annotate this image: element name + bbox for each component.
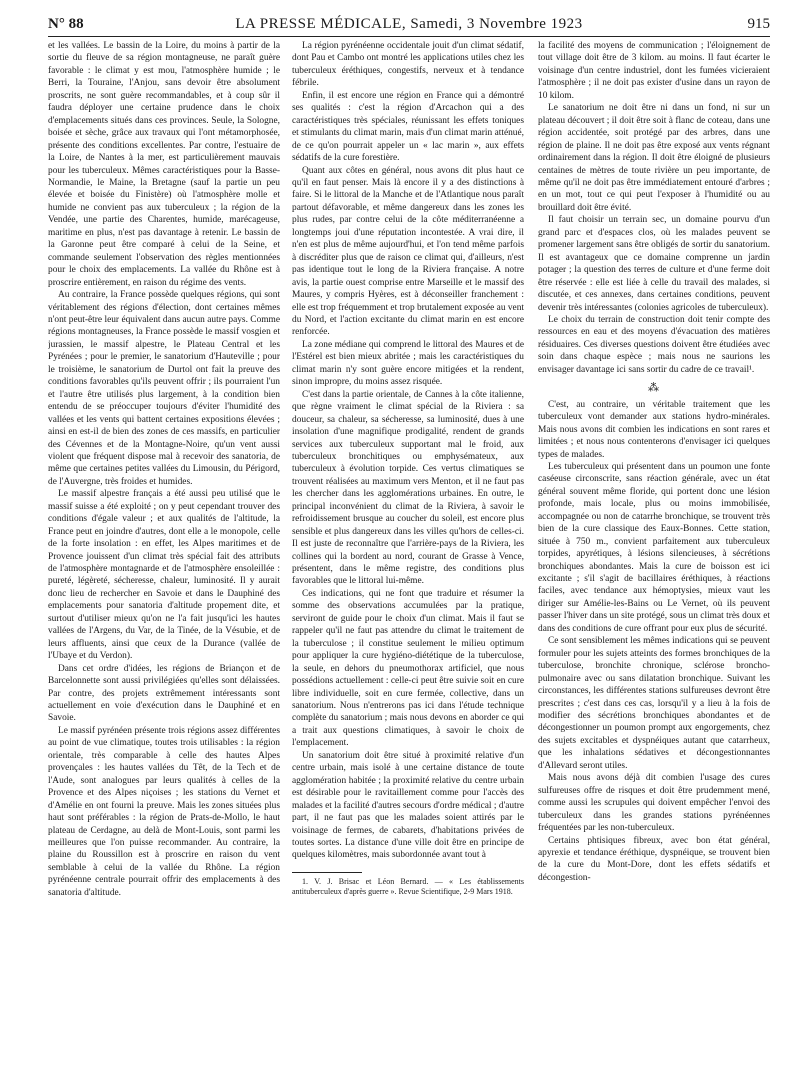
paragraph: la facilité des moyens de communication ; l'éloignement de tout village doit être de 3 kilom. au moins. Il faut écarter le voisinage d'un centre industriel, dont les fumées vicieraient l'atmosphère ; il ne doit pas exister d'usine dans un rayon de 10 kilom. [538, 41, 770, 101]
issue-number: N° 88 [48, 16, 84, 32]
paragraph: Au contraire, la France possède quelques régions, qui sont véritablement des régions d'élection, dont certaines mêmes n'ont peut-être leur équivalent dans aucun autre pays. Comme régions montagneuses, la France possède le massif vosgien et jurassien, le massif alpestre, le Plateau Central et les Pyrénées ; pour le premier, le sanatorium d'Hauteville ; pour le troisième, le sanatorium de Durtol ont fait la preuve des conditions favorables qu'ils peuvent offrir ; ils pourraient l'un et l'autre être utilisés plus largement, à la condition bien entendu de se préoccuper toujours d'éviter l'humidité des vallées et les vents qui battent certaines expositions élevées ; ainsi en est-il de bien des zones de ces massifs, en particulier des Cévennes et de la Montagne-Noire, qu'un vent aussi violent que fréquent dispose mal à recevoir des sanatoria, de même que certaines petites vallées du Limousin, du Périgord, de l'Auvergne, très froides et humides. [48, 290, 280, 487]
paragraph: Il faut choisir un terrain sec, un domaine pourvu d'un grand parc et d'espaces clos, où les malades peuvent se promener largement sans être obligés de sortir du sanatorium. Il est avantageux que ce domaine comprenne un jardin potager ; la question des terres de culture et d'une ferme doit être réservée : elle est liée à celle du travail des malades, si discutée, et ces annexes, dans certaines conditions, peuvent devenir très intéressantes (colonies agricoles de tuberculeux). [538, 215, 770, 313]
paragraph: Le massif alpestre français a été aussi peu utilisé que le massif suisse a été exploité ; on y peut cependant trouver des conditions d'égale valeur ; et aux qualités de l'altitude, la France peut en joindre d'autres, dont elle a le monopole, celle de la forte insolation : en effet, les Alpes maritimes et de Provence jouissent d'un climat très spécial fait des attributs de l'atmosphère montagnarde et de l'atmosphère ensoleillée : pureté, légèreté, sécheresse, chaleur, luminosité. Il y aurait donc lieu de rechercher en Savoie et dans le Dauphiné des emplacements pour sanatoria d'altitude propement dite, et surtout d'utiliser mieux qu'on ne l'a fait jusqu'ici les hautes vallées de l'Argens, du Var, de la Tinée, de la Vésubie, et de leurs affluents, ainsi que ceux de la Durance (vallée de l'Ubaye et du Verdon). [48, 489, 280, 662]
paragraph: Ce sont sensiblement les mêmes indications qui se peuvent formuler pour les sujets atteints des formes bronchiques de la tuberculose, bronchite chronique, sclérose broncho-pulmonaire avec ou sans dilatation bronchique. Suivant les circonstances, les différentes stations sulfureuses devront être prescrites ; c'est dans ces cas, lorsqu'il y a lieu à la fois de modifier des sécrétions bronchiques abondantes et de décongestionner un poumon prompt aux engorgements, chez des sujets excitables et dyspnéiques autant que catarrheux, que les inhalations sédatives et décongestionnantes d'Allevard seront utiles. [538, 636, 770, 771]
paragraph: Enfin, il est encore une région en France qui a démontré ses qualités : c'est la région d'Arcachon qui a des caractéristiques très spéciales, réunissant les effets toniques et stimulants du climat marin, mais d'un climat marin atténué, de ce qu'on pourrait appeler un « lac marin », aux effets sédatifs de la cure forestière. [292, 90, 524, 164]
paragraph: Le massif pyrénéen présente trois régions assez différentes au point de vue climatique, toutes trois utilisables : la région orientale, très comparable à celle des hautes Alpes provençales : les hautes vallées du Têt, de la Tech et de l'Aude, sont analogues par leurs qualités à celles de la Provence et des Alpes niçoises ; les stations du Vernet et d'Amélie en ont fourni la preuve. Mais les zones situées plus haut sont préférables : la région de Prats-de-Mollo, le haut plateau de Cerdagne, au delà de Mont-Louis, sont parmi les meilleures que l'on puisse recommander. Au contraire, la plaine du Roussillon est à proscrire en raison du vent semblable à celui de la vallée du Rhône. La région pyrénéenne centrale pourrait offrir des emplacements à des sanatoria d'altitude. [48, 725, 280, 898]
paragraph: Les tuberculeux qui présentent dans un poumon une fonte caséeuse circonscrite, sans réaction générale, avec un état général souvent même floride, qui portent donc une lésion profonde, mais locale, plus ou moins immobilisée, accompagnée ou non de catarrhe bronchique, se trouvent très bien de la cure classique des Eaux-Bonnes. Cette station, située à 750 m., convient parfaitement aux tuberculeux torpides, apyrétiques, à lésions silencieuses, à sécrétions bronchiques abondantes. Mais la cure de boisson est ici excitante ; s'il s'agit de bacillaires éréthiques, à réactions faciles, avec tendance aux hémoptysies, mieux vaut les diriger sur Amélie-les-Bains ou Le Vernet, où ils peuvent passer l'hiver dans un site protégé, sous un climat très doux et dans des conditions de cure offrant pour eux plus de sécurité. [538, 461, 770, 634]
paragraph: Mais nous avons déjà dit combien l'usage des cures sulfureuses offre de risques et doit être prudemment mené, comme aussi les scrupules qui doivent empêcher l'envoi des tuberculeux dans les grandes stations pyrénéennes fréquentées par les non-tuberculeux. [538, 773, 770, 834]
paragraph: Un sanatorium doit être situé à proximité relative d'un centre urbain, mais isolé à une certaine distance de toute agglomération habitée ; la proximité relative du centre urbain est désirable pour le ravitaillement comme pour l'accès des malades et la facilité d'autres secours d'ordre médical ; d'autre part, il ne faut pas que les malades soient attirés par le voisinage de fermes, de cabarets, d'habitations privées de toutes sortes. La distance d'une ville doit être en principe de quelques kilomètres, mais subordonnée avant tout à [292, 750, 524, 861]
footnote-rule [292, 872, 362, 873]
paragraph: La région pyrénéenne occidentale jouit d'un climat sédatif, dont Pau et Cambo ont montré les applications utiles chez les tuberculeux éréthiques, congestifs, nerveux et à tendance fébrile. [292, 41, 524, 89]
page-header [48, 14, 770, 37]
paragraph: Certains phtisiques fibreux, avec bon état général, apyrexie et tendance éréthique, dyspnéique, se trouvent bien de la cure du Mont-Dore, dont les effets sédatifs et décongestion- [538, 835, 770, 883]
paragraph: Dans cet ordre d'idées, les régions de Briançon et de Barcelonnette sont aussi privilégiées qu'elles sont délaissées. Par contre, des projets extrêmement intéressants sont actuellement en voie d'exécution dans le Dauphiné et en Savoie. [48, 663, 280, 724]
page-number: 915 [747, 16, 770, 32]
paragraph: La zone médiane qui comprend le littoral des Maures et de l'Estérel est bien mieux abritée ; mais les caractéristiques du climat marin n'y sont guère encore mitigées et la rendent, sinon impropre, du moins assez risquée. [292, 339, 524, 388]
column-left [48, 40, 280, 1070]
paragraph: C'est dans la partie orientale, de Cannes à la côte italienne, que règne vraiment le climat spécial de la Riviera : sa douceur, sa chaleur, sa sécheresse, sa luminosité, dues à une insolation d'une magnifique prodigalité, rendent de grands services aux tuberculeux supportant mal le froid, aux tuberculeux bronchitiques ou emphysémateux, aux tuberculeux à évolution torpide. Ces vertus climatiques se trouvent réalisées au maximum vers Menton, et il ne faut pas les chercher dans les agglomérations urbaines. En outre, le principal inconvénient du climat de la Riviera, à savoir le refroidissement brusque au coucher du soleil, est encore plus sensible et plus dangereux dans les villes qu'hors de celles-ci. Il est juste de reconnaître que l'arrière-pays de la Riviera, les collines qui la bordent au nord, courant de Grasse à Vence, présentent, dans le même registre, des conditions plus favorables que le littoral lui-même. [292, 389, 524, 587]
paragraph: Ces indications, qui ne font que traduire et résumer la somme des observations accumulées par la pratique, serviront de guide pour le choix d'un climat. Mais il faut se rappeler qu'il ne faut pas attendre du climat le traitement de la tuberculose ; il constitue seulement le milieu optimum pour appliquer la cure hygiéno-diététique de la tuberculose, la seule, en dehors du pneumothorax artificiel, que nous possédions actuellement : celle-ci peut être suivie soit en cure libre individuelle, soit en cure fermée, collective, dans un sanatorium. Nous n'entrerons pas ici dans l'étude technique complète du sanatorium ; mais nous devons en aborder ce qui a trait aux questions climatiques, à savoir le choix de l'emplacement. [292, 588, 524, 749]
paragraph: Le choix du terrain de construction doit tenir compte des ressources en eau et des moyens d'évacuation des matières résiduaires. Ces diverses questions doivent être étudiées avec soin dans chaque espèce ; mais nous ne saurions les envisager davantage ici sans sortir du cadre de ce travail¹. [538, 314, 770, 375]
column-middle [292, 40, 524, 1070]
section-separator: ⁂ [648, 382, 660, 395]
paragraph: et les vallées. Le bassin de la Loire, du moins à partir de la sortie du fleuve de sa région montagneuse, ne paraît guère favorable : le climat y est mou, l'atmosphère humide ; le Berri, la Touraine, l'Anjou, sans devoir être absolument proscrits, ne sont guère recommandables, et à coup sûr il faudra déployer une certaine prudence dans le choix d'emplacements situés dans ces provinces. Seule, la Sologne, boisée et sèche, grâce aux travaux qui l'ont métamorphosée, présente des conditions excellentes. Par contre, l'estuaire de la Loire, de Nantes à la mer, est particulièrement mauvais pour les tuberculeux. Mêmes caractéristiques pour la Basse-Normandie, le Maine, la Bretagne (sauf la partie un peu élevée et boisée du Finistère) où l'atmosphère molle et humide ne convient pas aux tuberculeux ; la région de la Vendée, une partie des Charentes, humide, marécageuse, maritime en plus, n'est pas davantage à retenir. Le bassin de la Garonne peut être comparé à celui de la Seine, et commande seulement l'observation des règles mentionnées pour le choix des emplacements. La vallée du Rhône est à proscrire entièrement, en raison du régime des vents. [48, 41, 280, 288]
paragraph: C'est, au contraire, un véritable traitement que les tuberculeux vont demander aux stations hydro-minérales. Mais nous avons dit combien les indications en sont rares et limitées ; et nous nous contenterons d'envisager ici quelques types de malades. [538, 399, 770, 460]
journal-title: LA PRESSE MÉDICALE, Samedi, 3 Novembre 1923 [235, 16, 583, 32]
footnote: 1. V. J. Brisac et Léon Bernard. — « Les établissements antituberculeux d'après guerre ». Revue Scientifique, 2-9 Mars 1918. [292, 876, 524, 897]
paragraph: Le sanatorium ne doit être ni dans un fond, ni sur un plateau découvert ; il doit être soit à flanc de coteau, dans une région accidentée, soit protégé par des arbres, dans une région de plaine. Il ne doit pas être exposé aux vents régnant ordinairement dans la région. Il doit être éloigné de plusieurs centaines de mètres de toute rivière un peu importante, de même qu'il ne doit pas être immédiatement entouré d'arbres ; en un mot, tout ce qui peut l'exposer à l'humidité ou au brouillard doit être évité. [538, 103, 770, 213]
column-right [538, 40, 770, 1070]
paragraph: Quant aux côtes en général, nous avons dit plus haut ce qu'il en faut penser. Mais là encore il y a des distinctions à faire. Si le littoral de la Manche et de l'Atlantique nous paraît partout défavorable, et même dangereux dans les zones les plus rudes, par contre celui de la côte méditerranéenne a longtemps joui d'une réputation incontestée. A vrai dire, il n'en est plus de même aujourd'hui, et l'on tend même parfois à discréditer plus que de raison ce climat qui, d'ailleurs, n'est pas identique tout le long de la Riviera française. A notre avis, la partie ouest comprise entre Marseille et le massif des Maures, y compris Hyères, est à déconseiller franchement : elle est trop fréquemment et trop brutalement exposée au vent du Nord, et l'action excitante du climat marin en est encore renforcée. [292, 165, 524, 338]
